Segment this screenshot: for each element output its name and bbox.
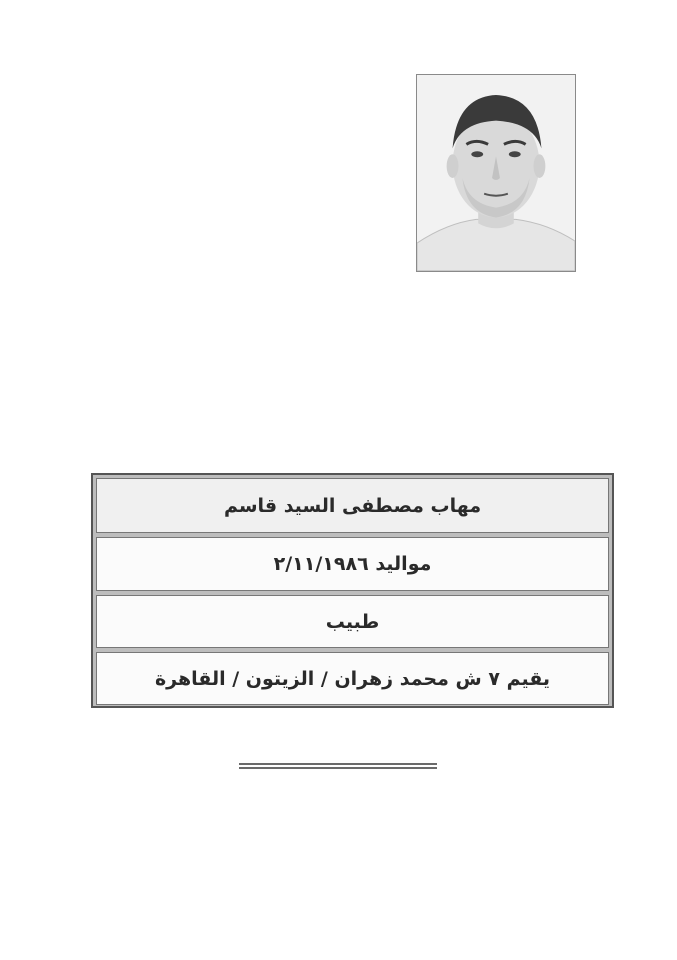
info-table: [91, 473, 614, 708]
name-row: [96, 478, 609, 533]
birth-date: مواليد ٢/١١/١٩٨٦: [273, 553, 432, 575]
person-portrait-icon: [417, 75, 575, 271]
double-divider: [239, 763, 437, 769]
profession: طبيب: [325, 610, 380, 633]
person-name: مهاب مصطفى السيد قاسم: [223, 494, 482, 517]
birth-row: [96, 537, 609, 591]
profession-row: [96, 595, 609, 648]
portrait-photo: [416, 74, 576, 272]
address-row: [96, 652, 609, 705]
address: يقيم ٧ ش محمد زهران / الزيتون / القاهرة: [154, 667, 551, 690]
